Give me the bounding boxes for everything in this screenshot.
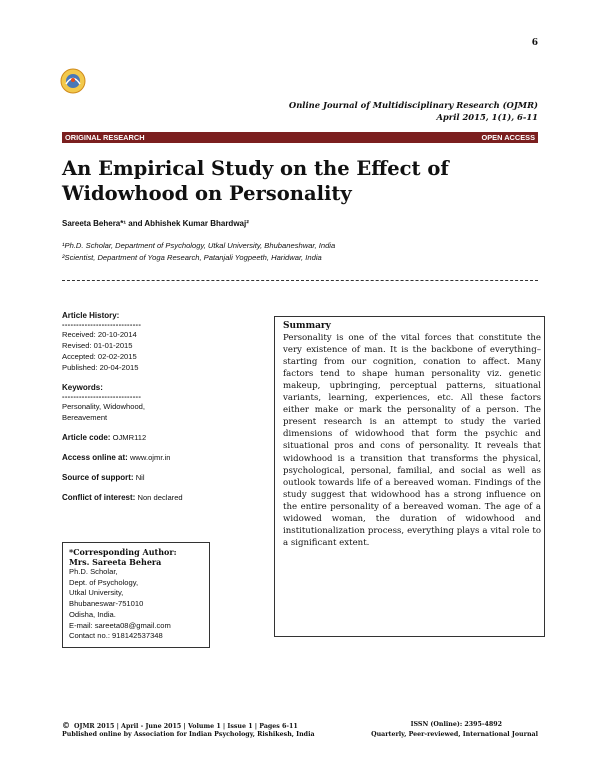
journal-header [289, 100, 538, 123]
band-original-research: ORIGINAL RESEARCH [65, 133, 145, 142]
affiliation-2: ²Scientist, Department of Yoga Research, Patanjali Yogpeeth, Haridwar, India [62, 253, 322, 262]
footer-issn: ISSN (Online): 2395-4892 [410, 721, 502, 728]
source-of-support-label: Source of support: [62, 473, 134, 482]
paper-title: An Empirical Study on the Effect of Widowhood on Personality [62, 157, 449, 205]
page-footer [62, 720, 538, 740]
corresponding-contact: Contact no.: 918142537348 [69, 631, 163, 641]
corresponding-line: Bhubaneswar-751010 [69, 599, 144, 609]
keywords-heading: Keywords: [62, 383, 103, 392]
conflict-of-interest [62, 492, 242, 503]
article-history-heading: Article History: [62, 311, 120, 320]
corresponding-line: Utkal University, [69, 588, 124, 598]
band-open-access: OPEN ACCESS [481, 133, 535, 142]
article-code-value: OJMR112 [112, 433, 147, 442]
conflict-of-interest-label: Conflict of interest: [62, 493, 136, 502]
footer-publisher: Published online by Association for Indian Psychology, Rishikesh, India [62, 731, 315, 738]
keywords-text: Personality, Widowhood, Bereavement [62, 402, 146, 422]
affiliation-1: ¹Ph.D. Scholar, Department of Psychology, Utkal University, Bhubaneshwar, India [62, 241, 336, 250]
source-of-support-value: Nil [135, 473, 145, 482]
article-info-column [62, 310, 242, 512]
journal-issue: April 2015, 1(1), 6-11 [436, 111, 538, 122]
corresponding-email[interactable]: E-mail: sareeta08@gmail.com [69, 620, 171, 630]
keywords [62, 382, 242, 423]
article-history-dashes: ---------------------------- [62, 320, 142, 329]
article-code-label: Article code: [62, 433, 111, 442]
corresponding-line: Odisha, India. [69, 609, 116, 619]
summary-heading: Summary [283, 321, 331, 331]
published-date: Published: 20-04-2015 [62, 363, 139, 372]
received-date: Received: 20-10-2014 [62, 330, 137, 339]
summary-text: Personality is one of the vital forces that constitute the very existence of man. It is the backbone of everything–starting from our cognition, conation to affect. Many factors tend to shape human personality viz. genetic makeup, upbringing, perceptual patterns, situational variants, learning, experiences, etc. All these factors either make or mark the personality of a person. The present research is an attempt to study the varied dimensions of widowhood that form the psychic and situational pros and cons of personality. It reveals that widowhood is a transition that transforms the physical, psychological, personal, familial, and social as well as outlook towards life of a bereaved woman. Findings of the study suggest that widowhood has a strong influence on the entire personality of a bereaved woman. The age of a widowed woman, the duration of widowhood and institutionalization process, everything plays a vital role to a significant extent. [283, 333, 541, 548]
source-of-support [62, 472, 242, 483]
revised-date: Revised: 01-01-2015 [62, 341, 133, 350]
access-online [62, 452, 242, 463]
journal-name: Online Journal of Multidisciplinary Research (OJMR) [288, 100, 538, 110]
summary-box [274, 316, 545, 637]
affiliations [62, 240, 335, 264]
keywords-dashes: ---------------------------- [62, 392, 142, 401]
copyright-icon: © [62, 720, 70, 730]
access-online-label: Access online at: [62, 453, 128, 462]
corresponding-heading: *Corresponding Author: [69, 547, 177, 557]
footer-journal-type: Quarterly, Peer-reviewed, International Journal [371, 731, 538, 738]
corresponding-line: Dept. of Psychology, [69, 577, 139, 587]
corresponding-author-box [62, 542, 210, 648]
journal-logo-icon [60, 68, 86, 94]
footer-citation: OJMR 2015 | April - June 2015 | Volume 1 | Issue 1 | Pages 6-11 [74, 723, 298, 730]
access-online-value[interactable]: www.ojmr.in [129, 453, 171, 462]
accepted-date: Accepted: 02-02-2015 [62, 352, 137, 361]
corresponding-name: Mrs. Sareeta Behera [69, 557, 162, 567]
page-number: 6 [531, 38, 538, 48]
corresponding-line: Ph.D. Scholar, [69, 567, 118, 576]
section-band [62, 132, 538, 143]
conflict-of-interest-value: Non declared [137, 493, 183, 502]
divider [62, 280, 538, 281]
authors: Sareeta Behera*¹ and Abhishek Kumar Bhardwaj² [62, 219, 249, 228]
article-history [62, 310, 242, 373]
article-code [62, 432, 242, 443]
